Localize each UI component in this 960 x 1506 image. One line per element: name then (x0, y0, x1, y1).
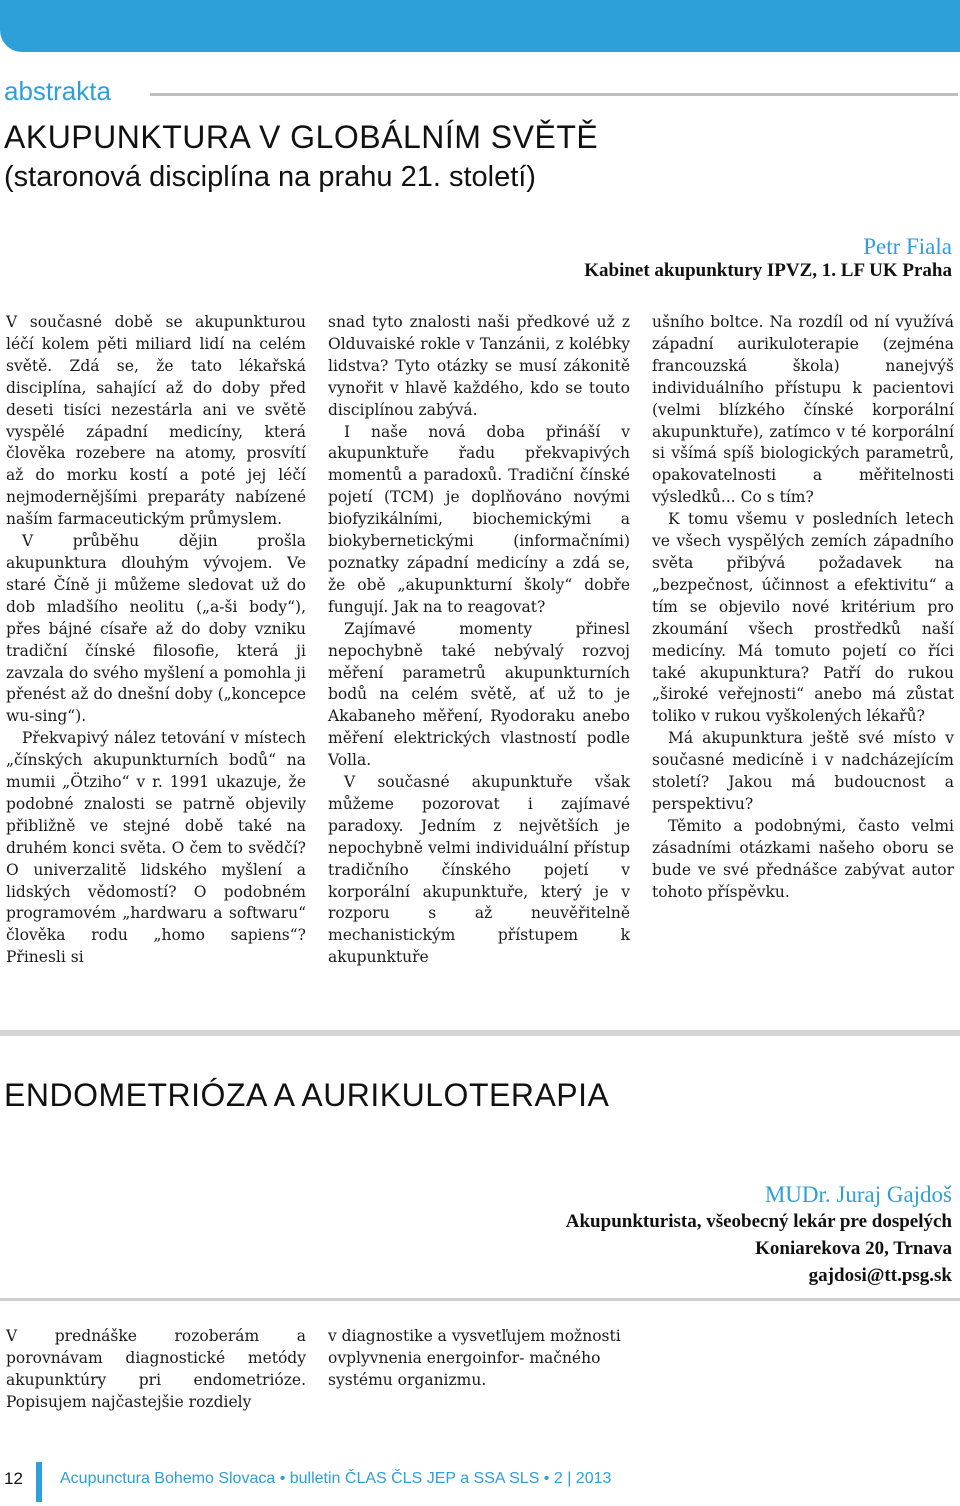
section-divider (150, 93, 958, 96)
article1-author-affiliation: Kabinet akupunktury IPVZ, 1. LF UK Praha (584, 260, 952, 281)
paragraph: V současné době se akupunkturou léčí kolem pěti miliard lidí na celém světě. Zdá se, že tato lékařská disciplína, sahající až do doby před deseti tisíci nezestárla ani ve světě vyspělé západní medicíny, která člověka rozebere na atomy, prosvítí až do morku kostí a poté jej léčí nejmodernějšími preparáty nabízené naším farmaceutickým průmyslem. (6, 313, 306, 529)
paragraph: K tomu všemu v posledních letech ve všech vyspělých zemích západního světa přibývá požadavek na „bezpečnost, účinnost a efektivitu“ a tím se objevilo nové kritérium pro zkoumání všech prostředků naší medicíny. Má tomuto pojetí co říci také akupunktura? Patří do rukou „široké veřejnosti“ anebo má zůstat toliko v rukou vyškolených lékařů? (652, 510, 954, 726)
section-label: abstrakta (4, 76, 111, 106)
paragraph: Těmito a podobnými, často velmi zásadními otázkami našeho oboru se bude ve své přednášce zabývat autor tohoto příspěvku. (652, 816, 954, 901)
article-separator (0, 1030, 960, 1036)
paragraph: snad tyto znalosti naši předkové už z Olduvaiské rokle v Tanzánii, z kolébky lidstva? Tyto otázky se musí zákonitě vynořit v hlavě každého, kdo se touto disciplínou zabývá. (328, 313, 630, 419)
article2-title: ENDOMETRIÓZA A AURIKULOTERAPIA (4, 1077, 610, 1113)
article2-author-role: Akupunkturista, všeobecný lekár pre dospelých (565, 1211, 952, 1232)
article1-column-3 (652, 312, 954, 903)
article2-author-block (566, 1182, 952, 1289)
paragraph: V současné akupunktuře však můžeme pozorovat i zajímavé paradoxy. Jedním z největších je nepochybně velmi individuální přístup tradičního čínského pojetí v korporální akupunktuře, který je v rozporu s až neuvěřitelně mechanistickým přístupem k akupunktuře (328, 773, 630, 967)
paragraph: V průběhu dějin prošla akupunktura dlouhým vývojem. Ve staré Číně ji můžeme sledovat už do dob mladšího neolitu („a-ši body“), přes bájné císaře až do doby vzniku tradiční čínské filosofie, která ji zavzala do svého myšlení a pomohla ji přenést až do dnešní doby („koncepce wu-sing“). (6, 532, 306, 726)
article2-author-name: MUDr. Juraj Gajdoš (764, 1182, 952, 1207)
footer-journal: Acupunctura Bohemo Slovaca • bulletin ČLAS ČLS JEP a SSA SLS • 2 | 2013 (60, 1470, 612, 1487)
paragraph: V prednáške rozoberám a porovnávam diagnostické metódy akupunktúry pri endometrióze. Popisujem najčastejšie rozdiely (6, 1327, 306, 1411)
paragraph: I naše nová doba přináší v akupunktuře řadu překvapivých momentů a paradoxů. Tradiční čínské pojetí (TCM) je doplňováno novými biofyzikálními, biochemickými a biokybernetickými (informačními) poznatky západní medicíny a zdá se, že obě „akupunkturní školy“ dobře fungují. Jak na to reagovat? (328, 422, 630, 616)
paragraph: Zajímavé momenty přinesl nepochybně také nebývalý rozvoj měření parametrů akupunkturních bodů na celém světě, ať už to je Akabaneho měření, Ryodoraku anebo měření elektrických vlastností podle Volla. (328, 619, 630, 770)
article1-subtitle: (staronová disciplína na prahu 21. století) (4, 161, 536, 193)
article1-column-1 (6, 312, 306, 969)
article2-author-address: Koniarekova 20, Trnava (755, 1238, 952, 1259)
article1-author-name: Petr Fiala (863, 234, 952, 259)
article2-divider (0, 1298, 960, 1301)
article1-column-2 (328, 312, 630, 969)
article1-title: AKUPUNKTURA V GLOBÁLNÍM SVĚTĚ (4, 119, 599, 155)
article2-column-1 (6, 1326, 306, 1414)
paragraph: Překvapivý nález tetování v místech „čínských akupunkturních bodů“ na mumii „Ötziho“ v r. 1991 ukazuje, že podobné znalosti se patrně objevily přibližně ve stejné době také na druhém konci světa. O čem to svědčí? O univerzalitě lidského myšlení a lidských vědomostí? O podobném programovém „hardwaru a softwaru“ člověka rodu „homo sapiens“? Přinesli si (6, 729, 306, 967)
paragraph: v diagnostike a vysvetľujem možnosti ovplyvnenia energoinfor- mačného systému organizmu. (328, 1327, 621, 1389)
paragraph: ušního boltce. Na rozdíl od ní využívá západní aurikuloterapie (zejména francouzská škola) nanejvýš individuálního přístupu k pacientovi (velmi blízkého čínské korporální akupunktuře), zatímco v té korporální si všímá spíš biologických parametrů, opakovatelnosti a měřitelnosti výsledků... Co s tím? (652, 313, 954, 507)
article1-author-block (584, 234, 952, 282)
footer-accent-bar (36, 1462, 42, 1502)
article2-author-email[interactable]: gajdosi@tt.psg.sk (808, 1265, 952, 1286)
article2-column-2 (328, 1326, 630, 1392)
top-accent-bar (0, 0, 960, 52)
paragraph: Má akupunktura ještě své místo v současné medicíně i v nadcházejícím století? Jakou má budoucnost a perspektivu? (652, 729, 954, 813)
page-number: 12 (4, 1469, 23, 1488)
